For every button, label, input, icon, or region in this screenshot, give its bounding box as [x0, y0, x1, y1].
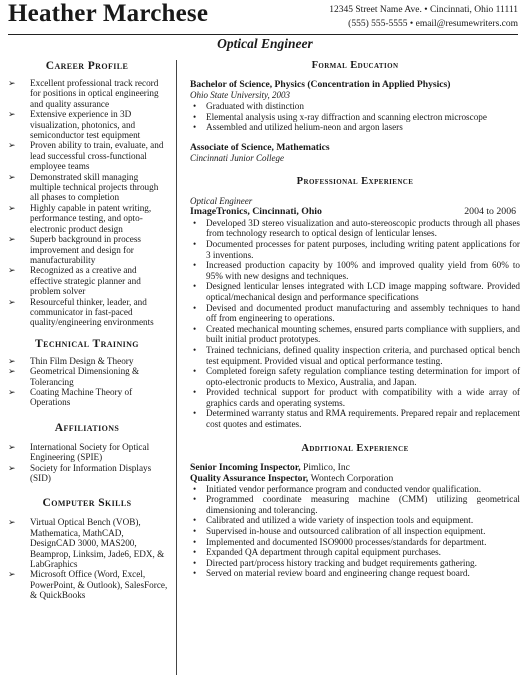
- dot-bullet-icon: •: [193, 547, 197, 558]
- job-company-row: [190, 206, 520, 218]
- dot-bullet-icon: •: [193, 515, 197, 526]
- dot-bullet-icon: •: [193, 408, 197, 419]
- candidate-name: Heather Marchese: [8, 0, 209, 27]
- dot-bullet-icon: •: [193, 217, 197, 228]
- school-bachelor: Ohio State University, 2003: [190, 90, 290, 100]
- affiliations-heading: Affiliations: [54, 421, 120, 434]
- dot-bullet-icon: •: [193, 260, 197, 271]
- training-item-text: Coating Machine Theory of Operations: [30, 386, 133, 408]
- career-profile-item-text: Resourceful thinker, leader, and communicator in fast-paced quality/engineering environments: [30, 296, 154, 328]
- education-item-text: Assembled and utilized helium-neon and argon lasers: [206, 122, 403, 133]
- additional-experience-section: [190, 443, 520, 579]
- affiliation-item-text: Society for Information Displays (SID): [30, 462, 152, 483]
- career-profile-item-text: Highly capable in patent writing, performance testing, and opto-electronic product design: [30, 202, 152, 234]
- education-bullets: [190, 101, 520, 133]
- dot-bullet-icon: •: [193, 323, 197, 334]
- additional-bullets: [190, 484, 520, 579]
- affiliation-item: [6, 463, 168, 484]
- additional-item: [190, 526, 520, 537]
- education-item: [190, 101, 520, 112]
- address-line: 12345 Street Name Ave. • Cincinnati, Ohio 11111: [329, 5, 518, 15]
- arrow-bullet-icon: ➢: [8, 109, 16, 120]
- training-item: [6, 366, 168, 387]
- arrow-bullet-icon: ➢: [8, 296, 16, 307]
- arrow-bullet-icon: ➢: [8, 171, 16, 182]
- additional-item: [190, 515, 520, 526]
- contact-info: [329, 3, 518, 31]
- experience-item-text: Documented processes for patent purposes, including writing patent applications for 3 inventions.: [206, 238, 520, 260]
- training-item: [6, 356, 168, 366]
- dot-bullet-icon: •: [193, 122, 197, 133]
- education-item: [190, 112, 520, 123]
- role-2-org: Wontech Corporation: [310, 472, 394, 484]
- career-profile-item-text: Superb background in process improvement and design for manufacturability: [30, 234, 141, 265]
- additional-item: [190, 484, 520, 495]
- additional-item: [190, 547, 520, 558]
- training-item-text: Thin Film Design & Theory: [30, 355, 134, 366]
- training-item: [6, 387, 168, 408]
- arrow-bullet-icon: ➢: [8, 366, 16, 377]
- dot-bullet-icon: •: [193, 387, 197, 398]
- arrow-bullet-icon: ➢: [8, 234, 16, 245]
- additional-role-2: [190, 473, 520, 484]
- experience-item: [190, 260, 520, 281]
- career-profile-item: [6, 234, 168, 265]
- additional-item-text: Calibrated and utilized a wide variety of inspection tools and equipment.: [206, 515, 474, 526]
- career-profile-list: [6, 78, 168, 328]
- dot-bullet-icon: •: [193, 494, 197, 505]
- education-item-text: Graduated with distinction: [206, 101, 304, 111]
- school-associate: Cincinnati Junior College: [190, 152, 284, 163]
- additional-item: [190, 537, 520, 548]
- dot-bullet-icon: •: [193, 101, 197, 111]
- additional-item-text: Served on material review board and engineering change request board.: [206, 568, 470, 579]
- experience-item-text: Developed 3D stereo visualization and auto-stereoscopic products through all phases from technology research to optical design of lenticular lenses.: [206, 217, 520, 239]
- additional-item-text: Programmed coordinate measuring machine (CMM) utilizing geometrical dimensioning and tolerancing.: [206, 494, 520, 515]
- column-divider: [176, 60, 177, 675]
- dot-bullet-icon: •: [193, 281, 197, 292]
- dot-bullet-icon: •: [193, 366, 197, 377]
- role-2-title: Quality Assurance Inspector,: [190, 472, 309, 484]
- career-profile-section: [6, 60, 168, 328]
- arrow-bullet-icon: ➢: [8, 78, 16, 88]
- computer-skills-heading: Computer Skills: [42, 497, 132, 510]
- career-profile-item: [6, 140, 168, 171]
- experience-item: [190, 218, 520, 239]
- job-dates: 2004 to 2006: [464, 205, 516, 217]
- experience-item: [190, 324, 520, 345]
- computer-skill-item-text: Virtual Optical Bench (VOB), Mathematica, MathCAD, DesignCAD 3000, MAS200, Beamprop, Linksim, Jade6, EDX, & LabGraphics: [30, 517, 165, 570]
- additional-experience-heading: Additional Experience: [301, 442, 409, 454]
- resume-header: [0, 0, 530, 56]
- technical-training-section: [6, 338, 168, 408]
- arrow-bullet-icon: ➢: [8, 202, 16, 213]
- experience-item: [190, 408, 520, 429]
- dot-bullet-icon: •: [193, 526, 197, 537]
- experience-item-text: Trained technicians, defined quality inspection criteria, and purchased optical bench test equipment. Provided visual and optical performance testing.: [206, 344, 520, 366]
- technical-training-heading: Technical Training: [35, 337, 139, 350]
- computer-skill-item-text: Microsoft Office (Word, Excel, PowerPoint, & Outlook), SalesForce, & QuickBooks: [30, 569, 168, 601]
- computer-skill-item: [6, 569, 168, 600]
- career-profile-item-text: Extensive experience in 3D visualization, photonics, and semiconductor test equipment: [30, 109, 141, 141]
- career-profile-item-text: Recognized as a creative and effective strategic planner and problem solver: [30, 265, 141, 297]
- header-rule: [8, 34, 518, 35]
- degree-associate: Associate of Science, Mathematics: [190, 141, 330, 153]
- technical-training-list: [6, 356, 168, 408]
- dot-bullet-icon: •: [193, 536, 197, 547]
- experience-item-text: Designed lenticular lenses integrated with LCD image mapping software. Provided optical/mechanical design and performance specifications: [206, 281, 520, 302]
- arrow-bullet-icon: ➢: [8, 441, 16, 452]
- additional-item-text: Supervised in-house and outsourced calibration of all inspection equipment.: [206, 526, 486, 537]
- experience-item: [190, 239, 520, 260]
- dot-bullet-icon: •: [193, 238, 197, 249]
- arrow-bullet-icon: ➢: [8, 265, 16, 276]
- role-1-org: Pimlico, Inc: [303, 461, 350, 473]
- affiliation-item: [6, 442, 168, 463]
- dot-bullet-icon: •: [193, 302, 197, 313]
- affiliations-list: [6, 442, 168, 484]
- education-item-text: Elemental analysis using x-ray diffraction and scanning electron microscope: [206, 111, 487, 122]
- experience-item-text: Increased production capacity by 100% and improved quality yield from 60% to 95% with new designs and techniques.: [206, 260, 520, 281]
- experience-item-text: Determined warranty status and RMA requirements. Prepared repair and replacement cost quotes and estimates.: [206, 408, 520, 430]
- career-profile-item: [6, 265, 168, 296]
- experience-item: [190, 303, 520, 324]
- dot-bullet-icon: •: [193, 344, 197, 355]
- additional-item-text: Expanded QA department through capital equipment purchases.: [206, 547, 441, 558]
- arrow-bullet-icon: ➢: [8, 355, 16, 366]
- career-profile-item: [6, 78, 168, 109]
- additional-item: [190, 494, 520, 515]
- computer-skills-list: [6, 517, 168, 600]
- phone-email-line: (555) 555-5555 • email@resumewriters.com: [348, 19, 518, 29]
- career-profile-item: [6, 172, 168, 203]
- training-item-text: Geometrical Dimensioning & Tolerancing: [30, 366, 140, 387]
- experience-item-text: Completed foreign safety regulation compliance testing determination for import of opto-electronic products to Mexico, Australia, and Japan.: [206, 366, 520, 387]
- career-profile-item: [6, 297, 168, 328]
- right-column: [190, 60, 520, 579]
- arrow-bullet-icon: ➢: [8, 140, 16, 151]
- education-heading: Formal Education: [311, 60, 399, 71]
- education-section: [190, 60, 520, 164]
- arrow-bullet-icon: ➢: [8, 462, 16, 473]
- additional-item-text: Initiated vendor performance program and conducted vendor qualification.: [206, 483, 482, 494]
- experience-item: [190, 345, 520, 366]
- career-profile-item-text: Proven ability to train, evaluate, and lead successful cross-functional employee teams: [30, 140, 164, 172]
- dot-bullet-icon: •: [193, 111, 197, 122]
- experience-item-text: Provided technical support for product with compatibility with a wide array of graphics cards and operating systems.: [206, 387, 520, 408]
- computer-skills-section: [6, 497, 168, 600]
- role-1-title: Senior Incoming Inspector,: [190, 461, 301, 473]
- professional-experience-section: [190, 176, 520, 430]
- career-profile-heading: Career Profile: [45, 60, 129, 72]
- experience-item: [190, 281, 520, 302]
- career-profile-item-text: Demonstrated skill managing multiple technical projects through all phases to completion: [30, 171, 159, 203]
- experience-item-text: Created mechanical mounting schemes, ensured parts compliance with suppliers, and built initial product prototypes.: [206, 323, 520, 345]
- dot-bullet-icon: •: [193, 557, 197, 568]
- career-profile-item: [6, 203, 168, 234]
- experience-item: [190, 387, 520, 408]
- dot-bullet-icon: •: [193, 483, 197, 494]
- professional-experience-heading: Professional Experience: [296, 175, 414, 187]
- arrow-bullet-icon: ➢: [8, 569, 16, 580]
- arrow-bullet-icon: ➢: [8, 386, 16, 397]
- experience-item: [190, 366, 520, 387]
- degree-bachelor: Bachelor of Science, Physics (Concentration in Applied Physics): [190, 79, 451, 90]
- objective-title: Optical Engineer: [217, 36, 313, 51]
- additional-item-text: Implemented and documented ISO9000 processes/standards for department.: [206, 536, 487, 547]
- additional-item: [190, 568, 520, 579]
- additional-item-text: Directed part/process history tracking and budget requirements gathering.: [206, 557, 477, 568]
- education-item: [190, 122, 520, 133]
- additional-item: [190, 558, 520, 569]
- experience-item-text: Devised and documented product manufacturing and assembly techniques to hand off from engineering to operations.: [206, 302, 520, 324]
- affiliation-item-text: International Society for Optical Engineering (SPIE): [30, 441, 150, 463]
- job-company: ImageTronics, Cincinnati, Ohio: [190, 205, 322, 217]
- arrow-bullet-icon: ➢: [8, 517, 16, 528]
- dot-bullet-icon: •: [193, 568, 197, 579]
- job-title: Optical Engineer: [190, 195, 253, 206]
- left-column: [6, 60, 168, 601]
- career-profile-item: [6, 109, 168, 140]
- computer-skill-item: [6, 517, 168, 569]
- career-profile-item-text: Excellent professional track record for positions in optical engineering and quality assurance: [30, 78, 159, 109]
- additional-role-1: [190, 462, 520, 473]
- experience-bullets: [190, 218, 520, 430]
- affiliations-section: [6, 422, 168, 484]
